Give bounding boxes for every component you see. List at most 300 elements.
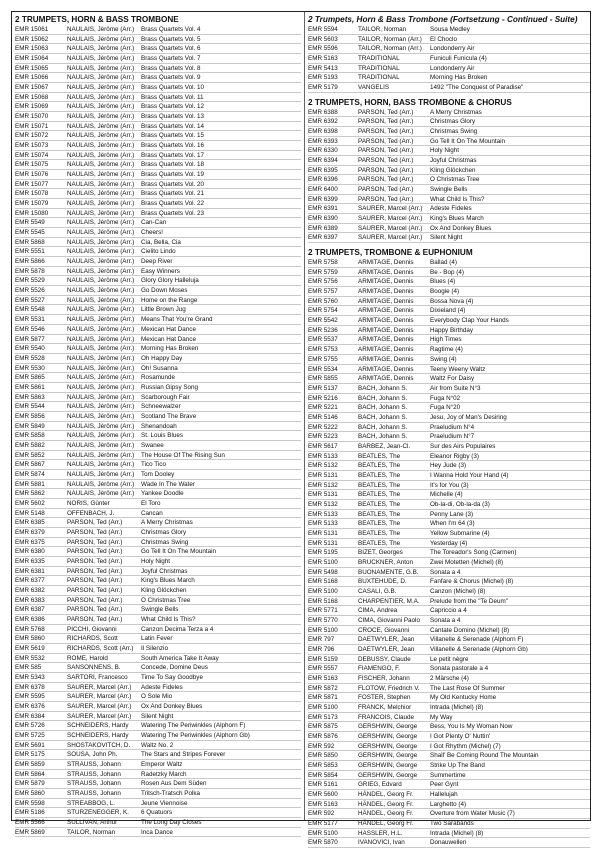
composer: PARSON, Ted (Arr.)	[358, 128, 414, 136]
catalog-row	[15, 189, 301, 199]
composer: FIAMENGO, F.	[358, 665, 400, 673]
catalog-number: EMR 5530	[15, 364, 45, 372]
catalog-number: EMR 5526	[15, 287, 45, 295]
catalog-row	[308, 587, 590, 597]
catalog-number: EMR 5537	[308, 336, 338, 344]
composer: CROCE, Giovanni	[358, 626, 410, 634]
title: Summertime	[430, 771, 466, 779]
title: Air from Suite N°3	[430, 384, 481, 392]
catalog-row	[15, 451, 301, 461]
title: Means That You're Grand	[141, 316, 213, 324]
composer: SHOSTAKOVITCH, D.	[67, 741, 131, 749]
catalog-number: EMR 5602	[15, 499, 45, 507]
catalog-number: EMR 5100	[308, 829, 338, 837]
catalog-row	[308, 306, 590, 316]
composer: PARSON, Ted (Arr.)	[358, 157, 414, 165]
composer: NAULAIS, Jérôme (Arr.)	[67, 267, 135, 275]
catalog-row	[308, 185, 590, 195]
composer: BEATLES, The	[358, 520, 401, 528]
composer: NAULAIS, Jérôme (Arr.)	[67, 132, 135, 140]
catalog-row	[308, 394, 590, 404]
composer: NAULAIS, Jérôme (Arr.)	[67, 151, 135, 159]
composer: DEBUSSY, Claude	[358, 655, 411, 663]
composer: ARMITAGE, Dennis	[358, 268, 414, 276]
catalog-number: EMR 6381	[15, 567, 45, 575]
title: Cia, Bella, Cia	[141, 238, 181, 246]
catalog-number: EMR 5557	[308, 665, 338, 673]
composer: GERSHWIN, George	[358, 771, 418, 779]
catalog-number: EMR 5756	[308, 278, 338, 286]
catalog-number: EMR 5186	[15, 809, 45, 817]
catalog-number: EMR 5133	[308, 520, 338, 528]
title: Londonderry Air	[430, 64, 475, 72]
catalog-row	[15, 412, 301, 422]
title: Ob-la-di, Ob-la-da (3)	[430, 500, 490, 508]
catalog-row	[308, 214, 590, 224]
catalog-number: EMR 5864	[15, 770, 45, 778]
catalog-number: EMR 5754	[308, 307, 338, 315]
title: Oh Happy Day	[141, 354, 183, 362]
composer: NAULAIS, Jérôme (Arr.)	[67, 171, 135, 179]
catalog-number: EMR 6394	[308, 157, 338, 165]
catalog-row	[15, 712, 301, 722]
catalog-number: EMR 5148	[15, 509, 45, 517]
composer: PICCHI, Giovanni	[67, 625, 117, 633]
composer: PARSON, Ted (Arr.)	[358, 147, 414, 155]
catalog-row	[308, 355, 590, 365]
composer: PARSON, Ted (Arr.)	[67, 528, 123, 536]
catalog-row	[308, 345, 590, 355]
composer: IVANOVICI, Ivan	[358, 839, 405, 847]
catalog-row	[308, 751, 590, 761]
title: Jesu, Joy of Man's Desiring	[430, 413, 507, 421]
composer: NAULAIS, Jérôme (Arr.)	[67, 190, 135, 198]
catalog-row	[15, 83, 301, 93]
composer: CIMA, Giovanni Paolo	[358, 616, 420, 624]
catalog-number: EMR 15072	[15, 132, 49, 140]
title: Brass Quartets Vol. 8	[141, 64, 201, 72]
composer: BUONAMENTE, G.B.	[358, 568, 419, 576]
catalog-row	[308, 233, 590, 243]
composer: NAULAIS, Jérôme (Arr.)	[67, 374, 135, 382]
composer: SAURER, Marcel (Arr.)	[67, 703, 132, 711]
composer: SANSONNENS, B.	[67, 664, 121, 672]
title: Silent Night	[430, 234, 463, 242]
catalog-number: EMR 5872	[308, 684, 338, 692]
catalog-number: EMR 5768	[15, 625, 45, 633]
title: Michelle (4)	[430, 491, 463, 499]
title: Rosen Aus Dem Süden	[141, 780, 207, 788]
composer: BARBEZ, Jean-Cl.	[358, 442, 411, 450]
composer: PARSON, Ted (Arr.)	[67, 577, 123, 585]
title: Ballad (4)	[430, 259, 457, 267]
catalog-row	[308, 771, 590, 781]
catalog-row	[15, 702, 301, 712]
section-heading: 2 TRUMPETS, HORN & BASS TROMBONE	[15, 15, 179, 24]
catalog-number: EMR 6375	[15, 538, 45, 546]
title: Be - Bop (4)	[430, 268, 464, 276]
catalog-row	[15, 422, 301, 432]
catalog-row	[308, 626, 590, 636]
catalog-row	[308, 287, 590, 297]
catalog-row	[308, 268, 590, 278]
composer: ARMITAGE, Dennis	[358, 288, 414, 296]
catalog-row	[308, 481, 590, 491]
catalog-row	[15, 799, 301, 809]
catalog-number: EMR 5877	[15, 335, 45, 343]
catalog-row	[308, 403, 590, 413]
composer: PARSON, Ted (Arr.)	[358, 176, 414, 184]
composer: ARMITAGE, Dennis	[358, 297, 414, 305]
title: Il Silenzio	[141, 645, 168, 652]
catalog-row	[308, 108, 590, 118]
catalog-number: EMR 5858	[15, 432, 45, 440]
catalog-number: EMR 5874	[15, 470, 45, 478]
catalog-row	[308, 224, 590, 234]
catalog-number: EMR 6400	[308, 186, 338, 194]
catalog-number: EMR 15069	[15, 103, 49, 111]
catalog-row	[15, 731, 301, 741]
title: El Choclo	[430, 35, 457, 43]
catalog-row	[308, 838, 590, 848]
composer: CHARPENTIER, M.A.	[358, 597, 420, 605]
title: Waltz No. 2	[141, 741, 174, 749]
composer: TAILOR, Norman	[358, 26, 407, 33]
section-heading: 2 Trumpets, Horn & Bass Trombone (Fortsetzung - Continued - Suite)	[308, 15, 578, 24]
catalog-row	[15, 112, 301, 122]
composer: NAULAIS, Jérôme (Arr.)	[67, 113, 135, 121]
composer: NAULAIS, Jérôme (Arr.)	[67, 258, 135, 266]
title: The Stars and Stripes Forever	[141, 751, 226, 759]
catalog-row	[308, 809, 590, 819]
catalog-number: EMR 6380	[15, 548, 45, 556]
title: Brass Quartets Vol. 22	[141, 200, 204, 208]
catalog-row	[15, 73, 301, 83]
catalog-row	[308, 195, 590, 205]
catalog-number: EMR 5161	[308, 781, 338, 789]
title: I Wanna Hold Your Hand (4)	[430, 471, 509, 479]
catalog-number: EMR 5100	[308, 626, 338, 634]
catalog-number: EMR 5549	[15, 219, 45, 227]
catalog-number: EMR 15063	[15, 45, 49, 53]
catalog-row	[15, 644, 301, 654]
title: Silent Night	[141, 712, 174, 720]
title: St. Louis Blues	[141, 432, 184, 440]
composer: SAURER, Marcel (Arr.)	[67, 683, 132, 691]
title: Wade In The Water	[141, 480, 196, 488]
catalog-row	[15, 721, 301, 731]
composer: NAULAIS, Jérôme (Arr.)	[67, 306, 135, 314]
composer: NAULAIS, Jérôme (Arr.)	[67, 55, 135, 63]
catalog-row	[15, 818, 301, 828]
composer: TAILOR, Norman	[67, 828, 116, 836]
catalog-row	[308, 674, 590, 684]
composer: TRADITIONAL	[358, 64, 400, 72]
catalog-number: EMR 5216	[308, 394, 338, 402]
catalog-number: EMR 15073	[15, 142, 49, 150]
catalog-row	[308, 374, 590, 384]
title: Joyful Christmas	[141, 567, 188, 575]
composer: NAULAIS, Jérôme (Arr.)	[67, 248, 135, 256]
catalog-row	[308, 713, 590, 723]
catalog-number: EMR 15068	[15, 93, 49, 101]
title: Waltz For Daisy	[430, 375, 475, 383]
catalog-row	[308, 655, 590, 665]
composer: GERSHWIN, George	[358, 762, 418, 770]
catalog-number: EMR 6392	[308, 118, 338, 126]
catalog-number: EMR 5534	[308, 365, 338, 373]
catalog-number: EMR 15067	[15, 84, 49, 92]
catalog-number: EMR 5596	[308, 45, 338, 53]
catalog-row	[308, 780, 590, 790]
catalog-number: EMR 15075	[15, 161, 49, 169]
catalog-number: EMR 5221	[308, 404, 338, 412]
composer: NAULAIS, Jérôme (Arr.)	[67, 422, 135, 430]
title: I Got Plenty O' Nuttin'	[430, 733, 491, 741]
catalog-row	[308, 461, 590, 471]
catalog-number: EMR 5545	[15, 229, 45, 237]
catalog-number: EMR 6390	[308, 215, 338, 223]
catalog-row	[308, 54, 590, 64]
catalog-row	[15, 528, 301, 538]
composer: GRIEG, Edvard	[358, 781, 402, 789]
composer: NAULAIS, Jérôme (Arr.)	[67, 161, 135, 169]
composer: PARSON, Ted (Arr.)	[67, 548, 123, 556]
title: O Christmas Tree	[141, 596, 191, 604]
composer: BEATLES, The	[358, 491, 401, 499]
composer: NAULAIS, Jérôme (Arr.)	[67, 364, 135, 372]
catalog-number: EMR 5551	[15, 248, 45, 256]
catalog-row	[308, 25, 590, 35]
catalog-row	[308, 127, 590, 137]
catalog-number: EMR 5862	[15, 490, 45, 498]
title: Brass Quartets Vol. 11	[141, 93, 204, 101]
catalog-row	[308, 800, 590, 810]
catalog-row	[308, 539, 590, 549]
composer: SAURER, Marcel (Arr.)	[67, 712, 132, 720]
catalog-row	[308, 156, 590, 166]
title: Ox And Donkey Blues	[141, 703, 203, 711]
catalog-number: EMR 5853	[308, 762, 338, 770]
composer: SAURER, Marcel (Arr.)	[358, 224, 423, 232]
title: Happy Birthday	[430, 326, 474, 334]
catalog-row	[308, 326, 590, 336]
title: Go Tell It On The Mountain	[430, 137, 506, 145]
catalog-row	[15, 364, 301, 374]
title: Hallelujah	[430, 791, 458, 799]
catalog-row	[308, 175, 590, 185]
catalog-number: EMR 6382	[15, 586, 45, 594]
title: Brass Quartets Vol. 17	[141, 151, 204, 159]
composer: ARMITAGE, Dennis	[358, 259, 414, 267]
composer: BEATLES, The	[358, 481, 401, 489]
composer: NAULAIS, Jérôme (Arr.)	[67, 84, 135, 92]
composer: FISCHER, Johann	[358, 675, 410, 682]
composer: HÄNDEL, Georg Fr.	[358, 820, 414, 828]
catalog-number: EMR 5876	[308, 733, 338, 741]
catalog-row	[308, 44, 590, 54]
title: Bess, You Is My Woman Now	[430, 723, 513, 731]
catalog-number: EMR 5222	[308, 423, 338, 431]
title: 2 Märsche (4)	[430, 675, 469, 682]
catalog-number: EMR 5179	[308, 84, 338, 92]
title: Adeste Fideles	[430, 205, 472, 213]
composer: BUXTEHUDE, D.	[358, 578, 407, 586]
catalog-row	[308, 568, 590, 578]
title: Russian Gipsy Song	[141, 383, 199, 391]
title: Villanelle & Serenade (Alphorn Gb)	[430, 645, 528, 653]
catalog-row	[15, 257, 301, 267]
catalog-row	[308, 693, 590, 703]
title: Fuga N°20	[430, 404, 461, 412]
catalog-number: EMR 6393	[308, 137, 338, 145]
catalog-number: EMR 15080	[15, 209, 49, 217]
title: Brass Quartets Vol. 14	[141, 122, 204, 130]
title: Shenandoah	[141, 422, 177, 430]
catalog-row	[15, 538, 301, 548]
composer: GERSHWIN, George	[358, 752, 418, 760]
title: Brass Quartets Vol. 13	[141, 113, 204, 121]
catalog-number: EMR 15062	[15, 35, 49, 43]
catalog-number: EMR 5849	[15, 422, 45, 430]
title: Swing (4)	[430, 355, 457, 363]
catalog-row	[308, 73, 590, 83]
title: Brass Quartets Vol. 9	[141, 74, 201, 82]
catalog-row	[15, 431, 301, 441]
title: The Last Rose Of Summer	[430, 684, 505, 692]
catalog-row	[15, 605, 301, 615]
catalog-number: EMR 5859	[15, 761, 45, 769]
catalog-row	[15, 296, 301, 306]
catalog-number: EMR 5546	[15, 325, 45, 333]
catalog-row	[15, 131, 301, 141]
title: Latin Fever	[141, 635, 173, 643]
catalog-number: EMR 5617	[308, 442, 338, 450]
catalog-row	[15, 180, 301, 190]
title: King's Blues March	[141, 577, 195, 585]
catalog-row	[15, 44, 301, 54]
catalog-row	[15, 141, 301, 151]
catalog-row	[308, 500, 590, 510]
title: Oh! Susanna	[141, 364, 178, 372]
title: Emperor Waltz	[141, 761, 183, 769]
catalog-number: EMR 5223	[308, 433, 338, 441]
catalog-number: EMR 15078	[15, 190, 49, 198]
title: Swingle Bells	[430, 186, 468, 194]
composer: TAILOR, Norman (Arr.)	[358, 35, 422, 43]
catalog-number: EMR 5531	[15, 316, 45, 324]
catalog-row	[15, 54, 301, 64]
title: Cantate Domino (Michel) (8)	[430, 626, 510, 634]
title: Adeste Fideles	[141, 683, 183, 691]
catalog-number: EMR 5865	[15, 374, 45, 382]
catalog-number: EMR 5343	[15, 674, 45, 682]
catalog-row	[15, 489, 301, 499]
title: Swingle Bells	[141, 606, 179, 614]
catalog-row	[308, 732, 590, 742]
composer: HÄNDEL, Georg Fr.	[358, 791, 414, 799]
title: Little Brown Jug	[141, 306, 186, 314]
catalog-number: EMR 5758	[308, 259, 338, 267]
composer: NAULAIS, Jérôme (Arr.)	[67, 461, 135, 469]
title: Jeune Viennoise	[141, 799, 188, 807]
title: Tico Tico	[141, 461, 166, 469]
title: El Toro	[141, 499, 161, 507]
title: O Christmas Tree	[430, 176, 480, 184]
composer: NAULAIS, Jérôme (Arr.)	[67, 393, 135, 401]
title: Blues (4)	[430, 278, 456, 286]
title: Schneewalzer	[141, 403, 181, 411]
catalog-row	[308, 64, 590, 74]
section-heading: 2 TRUMPETS, TROMBONE & EUPHONIUM	[308, 248, 473, 258]
title: 1492 "The Conquest of Paradise"	[430, 84, 524, 92]
title: Yellow Submarine (4)	[430, 529, 490, 537]
composer: SCHNEIDERS, Hardy	[67, 722, 129, 730]
composer: ARMITAGE, Dennis	[358, 365, 414, 373]
catalog-number: EMR 797	[308, 636, 335, 644]
catalog-number: EMR 5159	[308, 655, 338, 663]
catalog-number: EMR 5100	[308, 704, 338, 712]
title: Brass Quartets Vol. 6	[141, 45, 201, 53]
catalog-row	[15, 808, 301, 818]
composer: NAULAIS, Jérôme (Arr.)	[67, 45, 135, 53]
catalog-number: EMR 6335	[15, 557, 45, 565]
catalog-number: EMR 5882	[15, 441, 45, 449]
catalog-number: EMR 6384	[15, 712, 45, 720]
catalog-row	[308, 413, 590, 423]
title: What Child Is This?	[141, 615, 196, 623]
catalog-row	[308, 703, 590, 713]
catalog-number: EMR 5875	[308, 723, 338, 731]
title: Sonata a 4	[430, 568, 461, 576]
composer: NAULAIS, Jérôme (Arr.)	[67, 441, 135, 449]
composer: SULLIVAN, Arthur	[67, 819, 118, 827]
title: Brass Quartets Vol. 19	[141, 171, 204, 179]
catalog-number: EMR 6386	[15, 615, 45, 623]
composer: PARSON, Ted (Arr.)	[67, 596, 123, 604]
catalog-row	[15, 373, 301, 383]
title: Le petit nègre	[430, 655, 469, 663]
title: My Way	[430, 713, 453, 721]
catalog-row	[308, 790, 590, 800]
catalog-row	[15, 634, 301, 644]
composer: NAULAIS, Jérôme (Arr.)	[67, 122, 135, 130]
title: Shall' Be Coming Round The Mountain	[430, 752, 539, 760]
composer: NAULAIS, Jérôme (Arr.)	[67, 209, 135, 217]
title: Larghetto (4)	[430, 800, 467, 808]
title: Christmas Swing	[430, 128, 478, 136]
title: Brass Quartets Vol. 7	[141, 55, 201, 63]
catalog-number: EMR 5131	[308, 529, 338, 537]
title: Zwei Motetten (Michel) (8)	[430, 558, 504, 566]
catalog-number: EMR 5759	[308, 268, 338, 276]
catalog-number: EMR 6397	[308, 234, 338, 242]
catalog-row	[308, 137, 590, 147]
catalog-row	[15, 315, 301, 325]
catalog-row	[308, 365, 590, 375]
composer: NAULAIS, Jérôme (Arr.)	[67, 26, 135, 33]
title: A Merry Christmas	[430, 108, 482, 116]
catalog-number: EMR 5540	[15, 345, 45, 353]
catalog-number: EMR 5173	[308, 713, 338, 721]
catalog-row	[15, 779, 301, 789]
composer: ARMITAGE, Dennis	[358, 326, 414, 334]
title: Canzon Decima Terza a 4	[141, 625, 214, 633]
catalog-row	[15, 160, 301, 170]
composer: VANGELIS	[358, 84, 390, 92]
composer: FOSTER, Stephen	[358, 694, 411, 702]
composer: BEATLES, The	[358, 462, 401, 470]
